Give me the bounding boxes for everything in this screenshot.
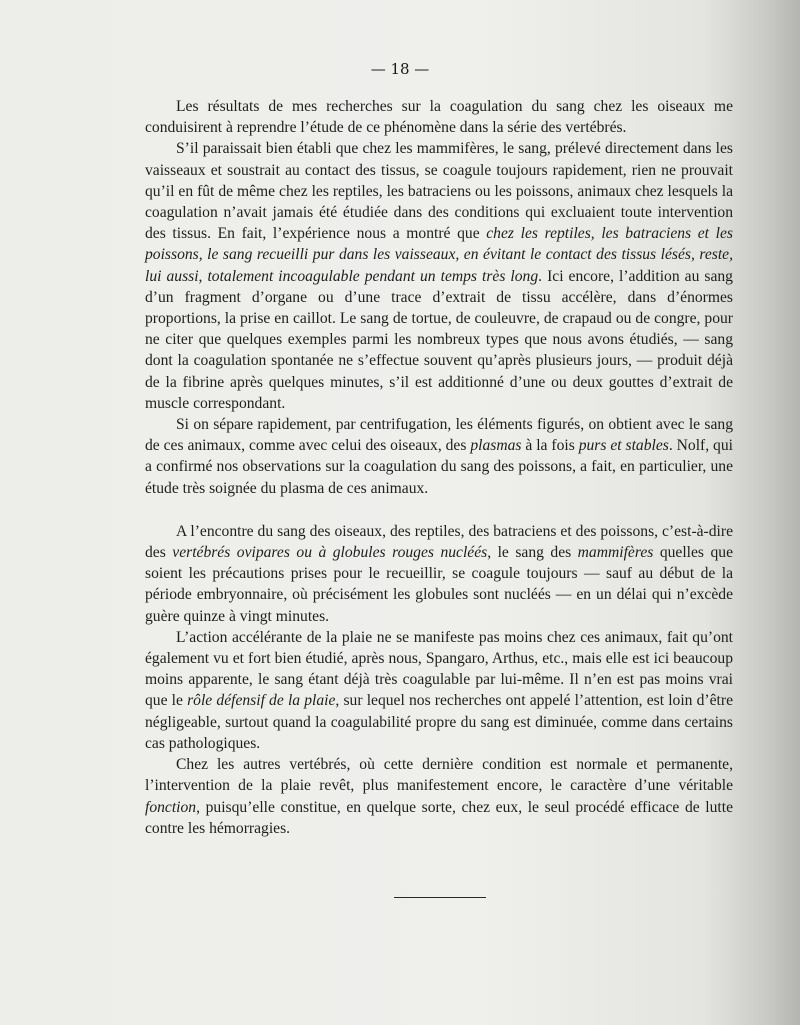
text-run: , le sang des bbox=[487, 544, 578, 562]
italic-run: mammifères bbox=[577, 544, 654, 562]
text-run: Si on sépare rapidement, par centrifugation, les éléments figurés, on obtient avec le sang de ces animaux, comme avec celui des oiseaux, des bbox=[145, 416, 733, 455]
paragraph bbox=[145, 138, 733, 414]
text-run: . Ici encore, l’addition au sang d’un fragment d’organe ou d’une trace d’extrait de tissu accélère, dans d’énormes proportions, la prise en caillot. Le sang de tortue, de couleuvre, de crapaud ou de congre, pour ne citer que quelques exemples parmi les nombreux types que nous avons étudiés, — sang dont la coagulation spontanée ne s’effectue souvent qu’après plusieurs jours, — produit déjà de la fibrine après quelques minutes, s’il est additionné d’une ou deux gouttes d’extrait de muscle correspondant. bbox=[145, 267, 733, 412]
text-run: quelles que soient les précautions prises pour le recueillir, se coagule toujours — sauf au début de la période embryonnaire, où précisément les globules sont nucléés — en un délai qui n’excède guère quinze à vingt minutes. bbox=[145, 544, 733, 625]
text-run: à la fois bbox=[521, 437, 579, 455]
text-run: , sur lequel nos recherches ont appelé l’attention, est loin d’être négligeable, surtout quand la coagulabilité propre du sang est diminuée, comme dans certains cas pathologiques. bbox=[145, 692, 733, 752]
body-text bbox=[145, 96, 733, 839]
paragraph bbox=[145, 414, 733, 499]
italic-run: fonction bbox=[145, 798, 197, 816]
text-run: Chez les autres vertébrés, où cette dernière condition est normale et permanente, l’intervention de la plaie revêt, plus manifestement encore, le caractère d’une véritable bbox=[145, 756, 733, 795]
page-number: — 18 — bbox=[370, 60, 430, 78]
italic-run: plasmas bbox=[470, 437, 522, 455]
italic-run: chez les reptiles, les batraciens et les poissons, le sang recueilli pur dans les vaisseaux, en évitant le contact des tissus lésés, reste, lui aussi, totalement incoagulable pendant un temps très long bbox=[145, 225, 733, 285]
italic-run: purs et stables bbox=[578, 437, 669, 455]
text-run: . Nolf, qui a confirmé nos observations sur la coagulation du sang des poissons, a fait, en particulier, une étude très soignée du plasma de ces animaux. bbox=[145, 437, 733, 497]
text-run: S’il paraissait bien établi que chez les mammifères, le sang, prélevé directement dans les vaisseaux et soustrait au contact des tissus, se coagule toujours rapidement, rien ne prouvait qu’il en fût de même chez les reptiles, les batraciens ou les poissons, animaux chez lesquels la coagulation n’avait jamais été étudiée dans des conditions qui excluaient toute intervention des tissus. En fait, l’expérience nous a montré que bbox=[145, 140, 733, 243]
text-run: A l’encontre du sang des oiseaux, des reptiles, des batraciens et des poissons, c’est-à-dire des bbox=[145, 522, 733, 562]
closing-rule bbox=[394, 897, 486, 898]
text-run: Les résultats de mes recherches sur la coagulation du sang chez les oiseaux me conduisirent à reprendre l’étude de ce phénomène dans la série des vertébrés. bbox=[145, 98, 733, 137]
text-run: , puisqu’elle constitue, en quelque sorte, chez eux, le seul procédé efficace de lutte contre les hémorragies. bbox=[145, 798, 733, 837]
paragraph bbox=[145, 627, 733, 754]
italic-run: rôle défensif de la plaie bbox=[187, 692, 336, 710]
text-run: L’action accélérante de la plaie ne se manifeste pas moins chez ces animaux, fait qu’ont également vu et fort bien étudié, après nous, Spangaro, Arthus, etc., mais elle est ici beaucoup moins apparente, le sang étant déjà très coagulable par lui-même. Il n’en est pas moins vrai que le bbox=[145, 628, 733, 710]
paragraph bbox=[145, 754, 733, 839]
paragraph bbox=[145, 96, 733, 138]
italic-run: vertébrés ovipares ou à globules rouges nucléés bbox=[172, 544, 488, 562]
paragraph bbox=[145, 521, 733, 627]
